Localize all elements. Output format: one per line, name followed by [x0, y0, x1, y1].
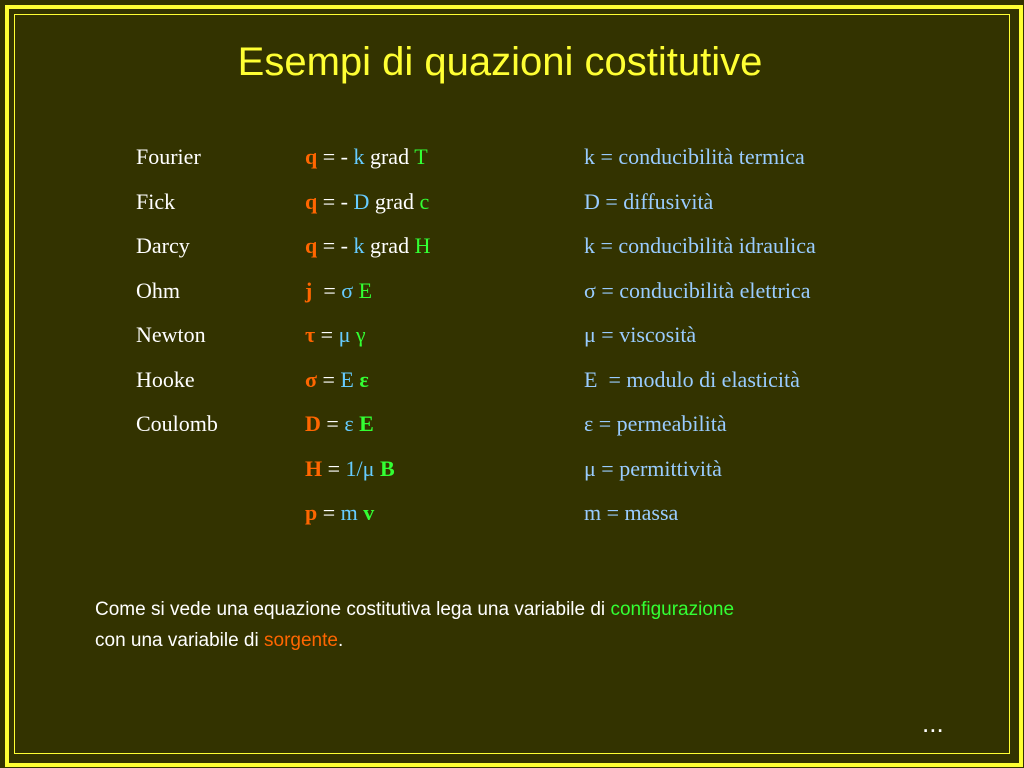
parameter-description: D = diffusività — [584, 188, 714, 214]
law-name: Fourier — [136, 144, 201, 169]
equation-row — [0, 278, 1024, 322]
equation-term: = - — [317, 233, 354, 258]
equation-term: v — [363, 500, 375, 525]
equation-row — [0, 367, 1024, 411]
law-name: Hooke — [136, 366, 195, 392]
equation-term: q — [305, 188, 318, 214]
note-sorgente: sorgente — [264, 630, 338, 651]
equation-term: c — [419, 188, 430, 214]
equation-term: D — [305, 411, 321, 436]
equation-term: k — [353, 144, 365, 169]
equation-row — [0, 189, 1024, 233]
parameter-description: m = massa — [584, 500, 679, 525]
constitutive-equation — [305, 367, 369, 393]
equation-term: E — [358, 277, 373, 303]
equation-row — [0, 144, 1024, 188]
equation-term: τ — [305, 322, 316, 347]
equation-row — [0, 233, 1024, 277]
equation-term: = — [315, 322, 339, 347]
equation-term: = — [322, 455, 346, 481]
equation-term: ε — [344, 411, 354, 436]
parameter-description: μ = permittività — [584, 455, 722, 481]
constitutive-equation — [305, 411, 374, 437]
law-name: Newton — [136, 322, 206, 347]
equation-row — [0, 456, 1024, 500]
equation-row — [0, 500, 1024, 544]
continuation-ellipsis: ... — [922, 708, 944, 738]
note-configurazione: configurazione — [610, 599, 735, 620]
equation-term: D — [353, 188, 370, 214]
equation-term: j — [305, 277, 313, 303]
equation-term: q — [305, 233, 318, 258]
equation-term: T — [414, 144, 428, 169]
conclusion-text — [95, 594, 975, 656]
equation-term: = — [320, 411, 345, 436]
equation-term: = — [312, 277, 342, 303]
equation-term: σ — [341, 277, 354, 303]
equation-term: B — [379, 455, 395, 481]
note-text-2: con una variabile di — [95, 630, 264, 651]
equation-term: p — [305, 500, 318, 525]
constitutive-equation — [305, 278, 372, 304]
equation-term: H — [305, 455, 323, 481]
equation-term: q — [305, 144, 318, 169]
parameter-description: k = conducibilità idraulica — [584, 233, 816, 258]
constitutive-equation — [305, 456, 395, 482]
equation-term: σ — [305, 366, 317, 392]
equation-row — [0, 322, 1024, 366]
equation-term: k — [353, 233, 365, 258]
equation-term: μ — [338, 322, 351, 347]
equation-term: = - — [317, 188, 354, 214]
equation-term: H — [414, 233, 431, 258]
law-name: Darcy — [136, 233, 190, 258]
equation-term: E — [359, 411, 374, 436]
equation-term: ε — [359, 366, 369, 392]
law-name: Ohm — [136, 277, 180, 303]
constitutive-equation — [305, 189, 429, 215]
constitutive-equation — [305, 500, 374, 526]
equation-term: = — [317, 500, 341, 525]
equation-term: m — [340, 500, 358, 525]
equation-term: E — [340, 366, 354, 392]
equation-term: 1/μ — [345, 455, 375, 481]
parameter-description: σ = conducibilità elettrica — [584, 277, 811, 303]
law-name: Fick — [136, 188, 176, 214]
equation-term: γ — [355, 322, 366, 347]
equation-term: = — [316, 366, 341, 392]
equation-term: grad — [364, 144, 415, 169]
parameter-description: E = modulo di elasticità — [584, 366, 800, 392]
slide-title: Esempi di quazioni costitutive — [237, 40, 763, 84]
parameter-description: k = conducibilità termica — [584, 144, 805, 169]
note-text-1: Come si vede una equazione costitutiva lega una variabile di — [95, 599, 611, 620]
equation-term: grad — [369, 188, 420, 214]
parameter-description: ε = permeabilità — [584, 411, 727, 436]
equation-row — [0, 411, 1024, 455]
constitutive-equation — [305, 322, 366, 348]
law-name: Coulomb — [136, 411, 218, 436]
equation-term: = - — [317, 144, 354, 169]
note-text-3: . — [337, 630, 344, 651]
equation-term: grad — [364, 233, 415, 258]
constitutive-equation — [305, 233, 430, 259]
parameter-description: μ = viscosità — [584, 322, 697, 347]
constitutive-equation — [305, 144, 428, 170]
